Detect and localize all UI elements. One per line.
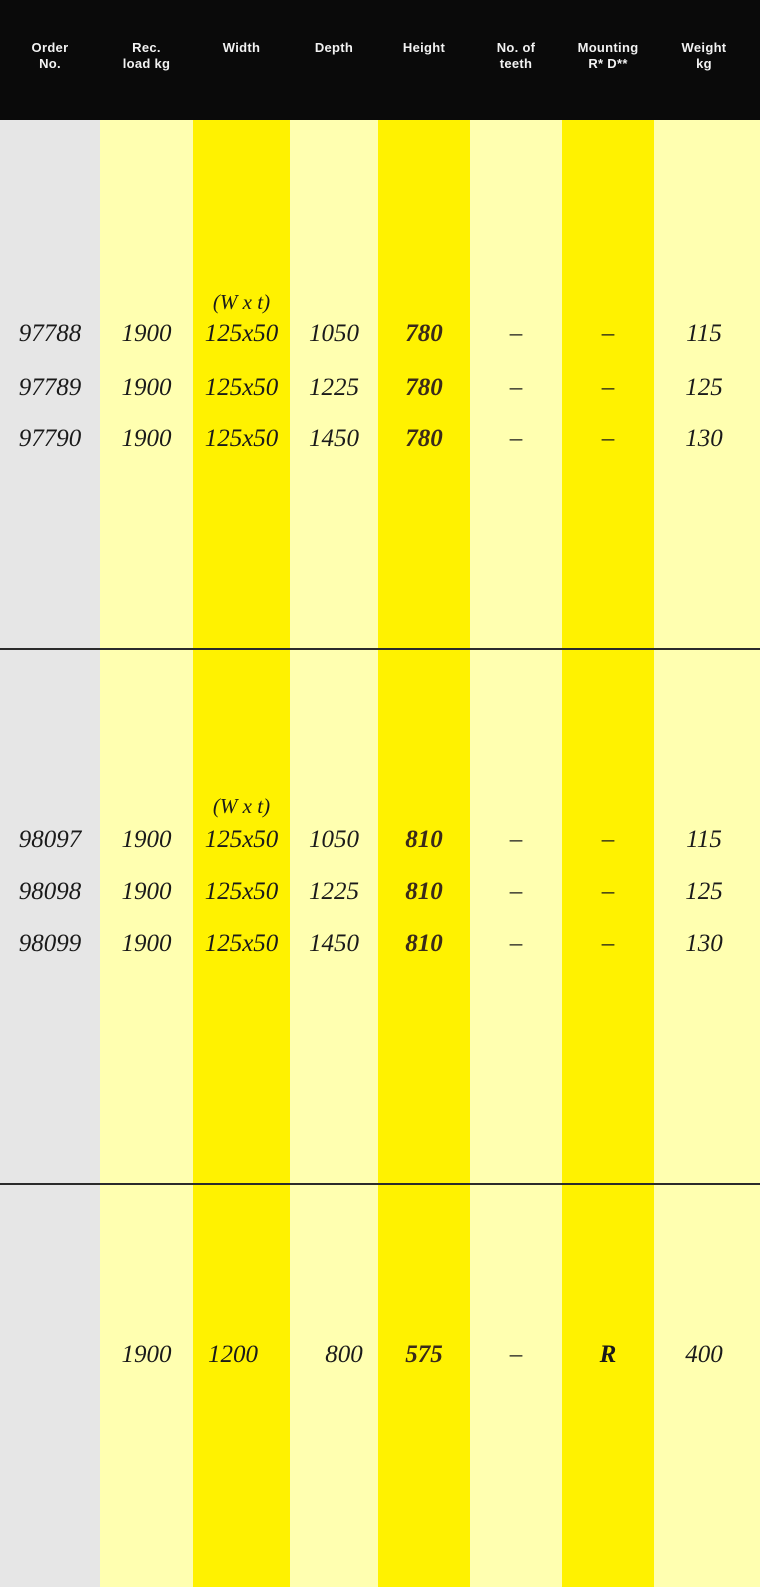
cell-rec-load: 1900 [121,878,172,905]
cell-rec-load: 1900 [121,930,172,957]
cell-no-of-teeth: – [509,320,523,347]
cell-height: 810 [405,878,443,905]
header-depth: Depth [314,40,354,55]
cell-no-of-teeth: – [509,826,523,853]
cell-depth: 800 [325,1341,363,1368]
cell-no-of-teeth: – [509,930,523,957]
cell-no-of-teeth: – [509,878,523,905]
cell-width: 125x50 [204,374,279,401]
header-weight: Weight kg [681,40,727,71]
cell-order-no: 98098 [18,878,82,905]
cell-rec-load: 1900 [121,826,172,853]
cell-width: 125x50 [204,930,279,957]
cell-no-of-teeth: – [509,374,523,401]
cell-order-no: 98097 [18,826,82,853]
cell-width: 1200 [208,1341,258,1368]
cell-rec-load: 1900 [121,320,172,347]
cell-width: 125x50 [204,320,279,347]
cell-mounting: – [601,425,615,452]
header-width: Width [222,40,261,55]
header-height: Height [402,40,446,55]
cell-order-no: 98099 [18,930,82,957]
cell-rec-load: 1900 [121,425,172,452]
width-sublabel: (W x t) [212,290,271,314]
cell-mounting: – [601,320,615,347]
cell-weight: 115 [686,320,722,347]
cell-no-of-teeth: – [509,425,523,452]
cell-depth: 1050 [309,826,359,853]
header-mounting: Mounting R* D** [577,40,639,71]
cell-mounting: R [599,1341,617,1368]
cell-depth: 1450 [309,930,359,957]
cell-weight: 125 [685,878,723,905]
cell-order-no: 97789 [18,374,82,401]
cell-mounting: – [601,826,615,853]
cell-width: 125x50 [204,826,279,853]
cell-height: 780 [405,320,443,347]
cell-mounting: – [601,374,615,401]
cell-width: 125x50 [204,425,279,452]
cell-rec-load: 1900 [121,374,172,401]
cell-height: 810 [405,826,443,853]
cell-weight: 130 [685,425,723,452]
cell-weight: 130 [685,930,723,957]
cell-depth: 1450 [309,425,359,452]
header-order-no: Order No. [31,40,69,71]
cell-weight: 115 [686,826,722,853]
cell-weight: 400 [685,1341,723,1368]
cell-weight: 125 [685,374,723,401]
cell-rec-load: 1900 [121,1341,172,1368]
cell-height: 810 [405,930,443,957]
cell-depth: 1225 [309,878,359,905]
cell-height: 780 [405,425,443,452]
cell-height: 575 [405,1341,443,1368]
cell-order-no: 97790 [18,425,82,452]
cell-width: 125x50 [204,878,279,905]
cell-depth: 1225 [309,374,359,401]
header-rec-load: Rec. load kg [122,40,171,71]
group-divider [0,648,760,650]
cell-height: 780 [405,374,443,401]
cell-no-of-teeth: – [509,1341,523,1368]
group-divider [0,1183,760,1185]
cell-depth: 1050 [309,320,359,347]
cell-mounting: – [601,878,615,905]
cell-mounting: – [601,930,615,957]
cell-order-no: 97788 [18,320,82,347]
table-header [0,0,760,120]
header-no-of-teeth: No. of teeth [496,40,536,71]
width-sublabel: (W x t) [212,794,271,818]
